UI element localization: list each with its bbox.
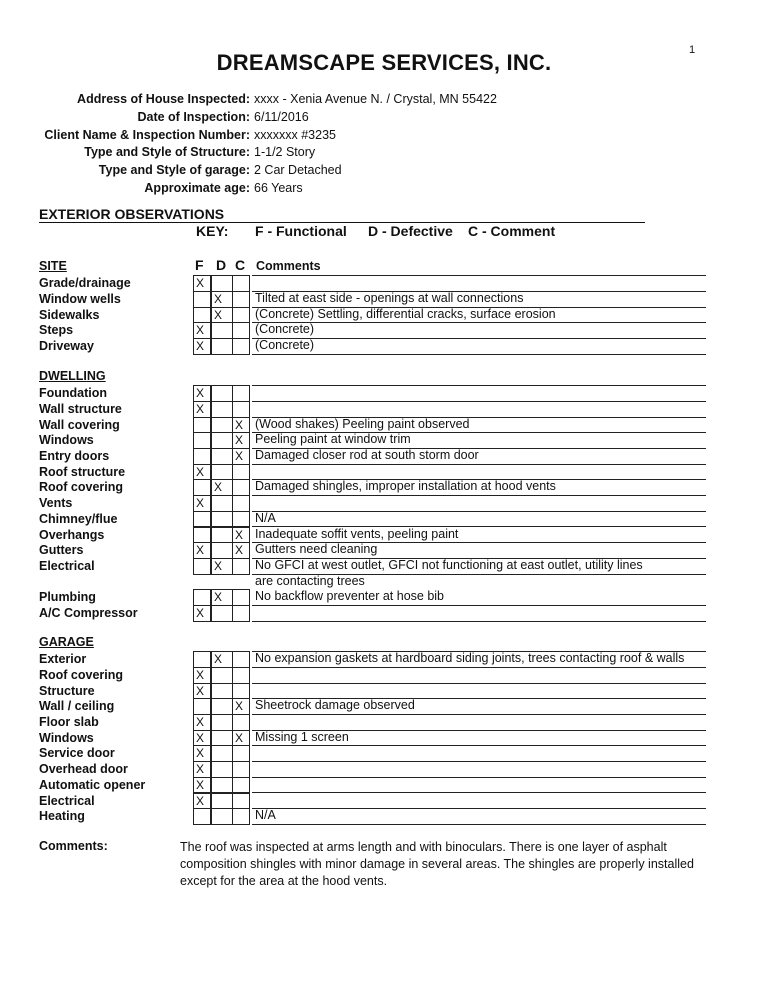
row-label: Wall / ceiling <box>39 699 115 714</box>
row-comment: Damaged shingles, improper installation at hood vents <box>252 479 706 496</box>
row-comment <box>252 683 706 700</box>
cell-d <box>211 417 233 434</box>
info-label: Type and Style of garage: <box>98 163 250 178</box>
row-label: Wall covering <box>39 417 120 432</box>
row-comment: Missing 1 screen <box>252 730 706 747</box>
inspection-info <box>40 91 740 198</box>
info-row <box>40 180 740 198</box>
row-label: Floor slab <box>39 715 99 729</box>
row-comment: Gutters need cleaning <box>252 542 706 559</box>
info-value: 66 Years <box>254 180 303 195</box>
cell-d <box>211 464 233 481</box>
cell-d <box>211 714 233 731</box>
info-value: 6/11/2016 <box>254 109 309 124</box>
key-comment: C - Comment <box>468 223 556 239</box>
row-label: Overhangs <box>39 527 105 542</box>
row-comment: No backflow preventer at hose bib <box>252 589 706 606</box>
info-label: Type and Style of Structure: <box>84 145 250 160</box>
row-comment: No GFCI at west outlet, GFCI not functioning at east outlet, utility lines <box>252 558 706 575</box>
cell-f: X <box>193 385 211 402</box>
row-comment: N/A <box>252 511 706 528</box>
cell-f: X <box>193 745 211 762</box>
page-number: 1 <box>689 44 696 56</box>
info-label: Date of Inspection: <box>137 109 250 124</box>
cell-c <box>232 558 250 575</box>
row-label: Driveway <box>39 339 94 353</box>
row-comment <box>252 605 706 622</box>
cell-f <box>193 527 211 544</box>
row-comment <box>252 761 706 778</box>
cell-c <box>232 291 250 308</box>
row-comment <box>252 385 706 402</box>
row-label: Entry doors <box>39 449 110 463</box>
cell-d: X <box>211 651 233 668</box>
cell-d <box>211 401 233 418</box>
row-comment: Sheetrock damage observed <box>252 698 706 715</box>
cell-c: X <box>232 730 250 747</box>
row-label: Exterior <box>39 652 87 667</box>
cell-c <box>232 307 250 324</box>
row-comment <box>252 495 706 512</box>
comments-text: The roof was inspected at arms length and with binoculars. There is one layer of asphalt composition shingles with minor damage in several areas. The shingles are properly installed except for the area at the hood vents. <box>180 840 694 888</box>
cell-c <box>232 479 250 496</box>
row-label: Sidewalks <box>39 307 100 322</box>
cell-f <box>193 511 211 528</box>
row-comment: No expansion gaskets at hardboard siding joints, trees contacting roof & walls <box>252 651 706 668</box>
row-comment: Tilted at east side - openings at wall connections <box>252 291 706 308</box>
cell-c <box>232 808 250 825</box>
cell-d: X <box>211 589 233 606</box>
info-value: 2 Car Detached <box>254 163 342 178</box>
row-comment <box>252 777 706 794</box>
cell-d <box>211 511 233 528</box>
company-title: DREAMSCAPE SERVICES, INC. <box>216 50 552 75</box>
key-defective: D - Defective <box>368 223 453 239</box>
cell-c <box>232 464 250 481</box>
row-label: Gutters <box>39 543 84 558</box>
cell-f: X <box>193 338 211 355</box>
info-row <box>40 91 740 109</box>
cell-f: X <box>193 605 211 622</box>
row-label: Service door <box>39 746 115 761</box>
row-comment <box>252 793 706 810</box>
cell-c <box>232 511 250 528</box>
cell-c <box>232 605 250 622</box>
cell-f <box>193 808 211 825</box>
info-label: Address of House Inspected: <box>77 92 250 106</box>
row-comment: (Concrete) <box>252 322 706 339</box>
row-label: Electrical <box>39 558 95 573</box>
cell-d <box>211 745 233 762</box>
cell-d <box>211 275 233 292</box>
row-comment: Peeling paint at window trim <box>252 432 706 449</box>
cell-f: X <box>193 761 211 778</box>
column-header-f: F <box>195 257 204 273</box>
info-row <box>40 162 740 180</box>
group-header-site: SITE <box>39 259 67 273</box>
row-label: Roof covering <box>39 480 124 495</box>
row-label: Roof covering <box>39 667 124 682</box>
row-comment <box>252 464 706 481</box>
cell-d: X <box>211 307 233 324</box>
info-value: 1-1/2 Story <box>254 145 316 160</box>
cell-f: X <box>193 667 211 684</box>
cell-d <box>211 730 233 747</box>
cell-c <box>232 714 250 731</box>
cell-d <box>211 385 233 402</box>
row-comment <box>252 667 706 684</box>
cell-f: X <box>193 275 211 292</box>
cell-c: X <box>232 698 250 715</box>
cell-f <box>193 698 211 715</box>
cell-c <box>232 651 250 668</box>
group-header-dwelling: DWELLING <box>39 369 106 383</box>
cell-c <box>232 761 250 778</box>
row-comment: (Concrete) Settling, differential cracks, surface erosion <box>252 307 706 324</box>
row-label: Plumbing <box>39 590 96 605</box>
cell-c: X <box>232 417 250 434</box>
cell-f <box>193 448 211 465</box>
cell-f: X <box>193 793 211 810</box>
cell-c: X <box>232 448 250 465</box>
row-comment: Damaged closer rod at south storm door <box>252 448 706 465</box>
cell-d <box>211 338 233 355</box>
info-row <box>40 144 740 162</box>
row-comment-continued: are contacting trees <box>255 573 365 588</box>
row-label: Grade/drainage <box>39 276 131 291</box>
cell-d <box>211 667 233 684</box>
info-row <box>40 109 740 127</box>
row-label: Chimney/flue <box>39 511 118 526</box>
cell-d <box>211 605 233 622</box>
cell-c <box>232 338 250 355</box>
row-label: Vents <box>39 496 73 511</box>
info-value: xxxx - Xenia Avenue N. / Crystal, MN 55422 <box>254 92 497 106</box>
row-label: Foundation <box>39 386 108 401</box>
info-row <box>40 127 740 145</box>
cell-c: X <box>232 527 250 544</box>
cell-c <box>232 495 250 512</box>
row-label: Automatic opener <box>39 777 146 792</box>
cell-f: X <box>193 714 211 731</box>
cell-f: X <box>193 464 211 481</box>
group-header-garage: GARAGE <box>39 635 94 649</box>
cell-f: X <box>193 683 211 700</box>
cell-d <box>211 777 233 794</box>
cell-d <box>211 698 233 715</box>
cell-c <box>232 275 250 292</box>
row-label: Roof structure <box>39 464 126 479</box>
cell-f <box>193 291 211 308</box>
key-label: KEY: <box>196 223 229 239</box>
cell-f <box>193 651 211 668</box>
column-header-comments: Comments <box>256 259 321 273</box>
cell-c <box>232 667 250 684</box>
cell-d <box>211 432 233 449</box>
row-label: Steps <box>39 323 74 338</box>
cell-c <box>232 683 250 700</box>
cell-c <box>232 745 250 762</box>
cell-f: X <box>193 777 211 794</box>
cell-d: X <box>211 479 233 496</box>
row-comment <box>252 714 706 731</box>
cell-f: X <box>193 495 211 512</box>
cell-f <box>193 432 211 449</box>
row-comment <box>252 275 706 292</box>
cell-d <box>211 808 233 825</box>
row-comment: (Wood shakes) Peeling paint observed <box>252 417 706 434</box>
row-label: Wall structure <box>39 401 122 416</box>
row-comment <box>252 401 706 418</box>
column-header-d: D <box>216 257 227 273</box>
row-label: Windows <box>39 433 94 448</box>
row-comment: (Concrete) <box>252 338 706 355</box>
key-functional: F - Functional <box>255 223 347 239</box>
comments-label: Comments: <box>39 839 108 853</box>
row-comment: N/A <box>252 808 706 825</box>
row-comment <box>252 745 706 762</box>
section-title: EXTERIOR OBSERVATIONS <box>39 206 225 222</box>
cell-f: X <box>193 401 211 418</box>
cell-f <box>193 589 211 606</box>
cell-c <box>232 401 250 418</box>
cell-f: X <box>193 730 211 747</box>
cell-d <box>211 495 233 512</box>
cell-f <box>193 479 211 496</box>
cell-d <box>211 527 233 544</box>
cell-d: X <box>211 558 233 575</box>
cell-d <box>211 761 233 778</box>
cell-c: X <box>232 432 250 449</box>
cell-f: X <box>193 542 211 559</box>
cell-c: X <box>232 542 250 559</box>
row-label: Structure <box>39 683 95 698</box>
row-label: Electrical <box>39 793 95 808</box>
cell-f <box>193 307 211 324</box>
row-label: Window wells <box>39 291 121 306</box>
info-value: xxxxxxx #3235 <box>254 127 336 142</box>
row-label: Heating <box>39 809 85 824</box>
cell-c <box>232 589 250 606</box>
cell-f <box>193 417 211 434</box>
cell-f <box>193 558 211 575</box>
cell-c <box>232 385 250 402</box>
row-comment: Inadequate soffit vents, peeling paint <box>252 527 706 544</box>
cell-c <box>232 777 250 794</box>
cell-d: X <box>211 291 233 308</box>
cell-d <box>211 542 233 559</box>
info-label: Client Name & Inspection Number: <box>44 127 250 142</box>
cell-d <box>211 448 233 465</box>
row-label: Overhead door <box>39 762 128 777</box>
cell-c <box>232 793 250 810</box>
row-label: A/C Compressor <box>39 606 138 620</box>
cell-c <box>232 322 250 339</box>
info-label: Approximate age: <box>144 180 250 195</box>
column-header-c: C <box>235 257 246 273</box>
cell-d <box>211 793 233 810</box>
row-label: Windows <box>39 730 94 745</box>
cell-d <box>211 683 233 700</box>
cell-f: X <box>193 322 211 339</box>
cell-d <box>211 322 233 339</box>
